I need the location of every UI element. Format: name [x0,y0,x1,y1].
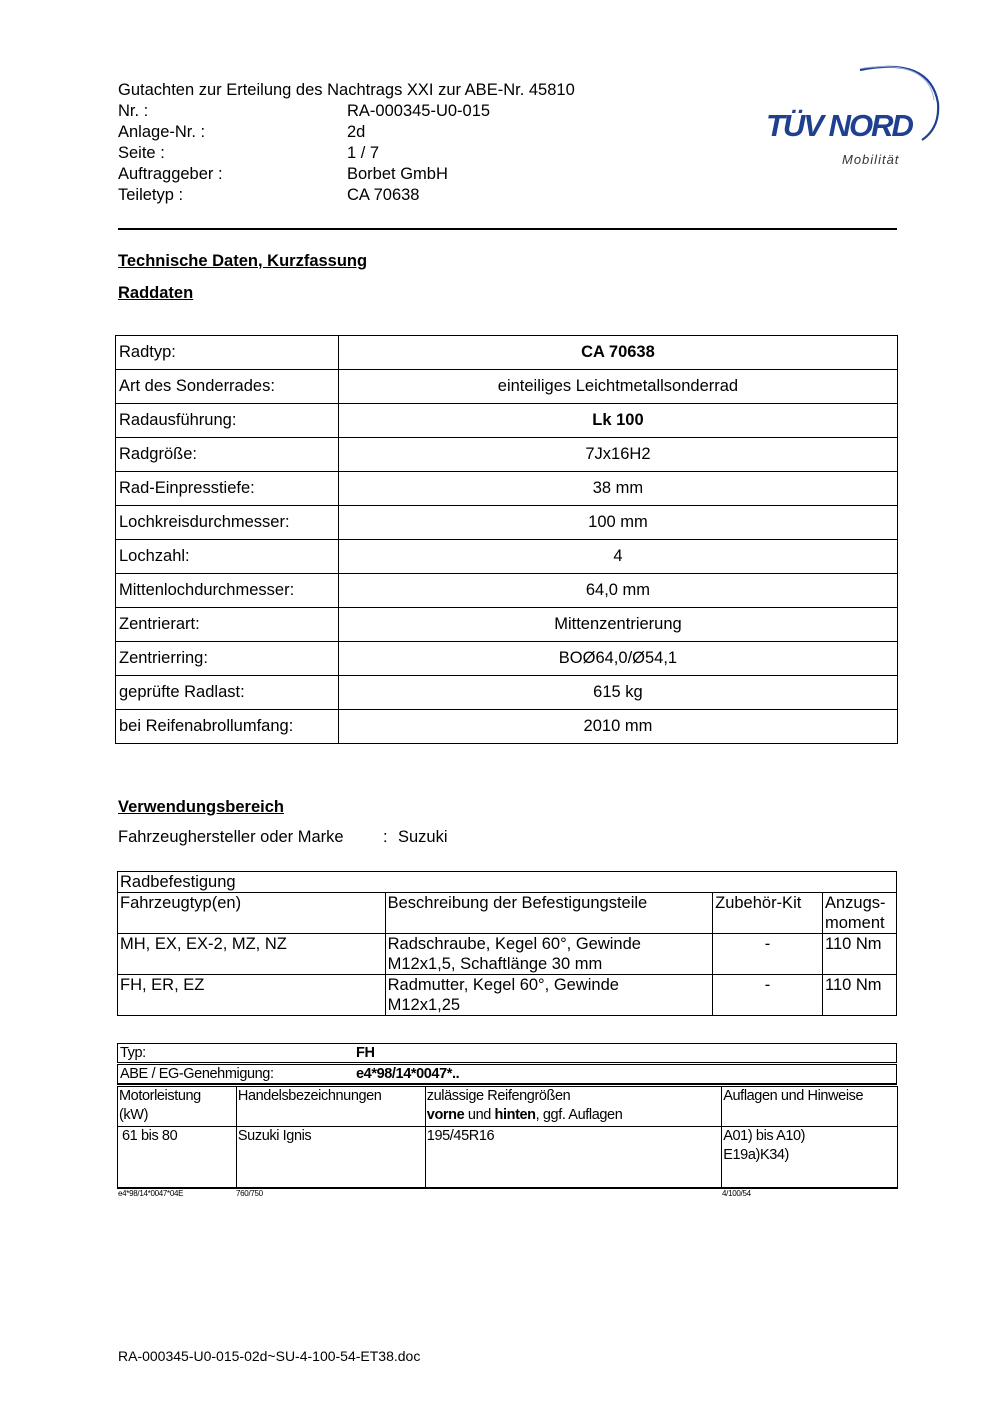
document-title: Gutachten zur Erteilung des Nachtrags XXI zur ABE-Nr. 45810 [118,81,575,99]
hersteller-label: Fahrzeughersteller oder Marke [118,828,344,846]
cell-desc [385,934,712,975]
raddaten-value: CA 70638 [338,336,897,370]
table-row [118,975,897,1016]
header-anzugs: Anzugs- [825,894,886,912]
raddaten-label: Zentrierring: [116,642,339,676]
raddaten-value: BOØ64,0/Ø54,1 [338,642,897,676]
table-row [116,710,898,744]
table-row [116,540,898,574]
table-row [116,506,898,540]
field-value-seite: 1 / 7 [347,144,380,162]
radbefestigung-table [117,871,897,1016]
table-row [118,893,897,934]
raddaten-table [115,335,898,744]
header-divider [118,228,897,230]
table-row [116,676,898,710]
typ-table [117,1086,898,1189]
cell-handel: Suzuki Ignis [236,1127,425,1188]
field-value-anlage: 2d [347,123,366,141]
header-reifen [425,1087,721,1127]
hersteller-sep: : [383,828,388,846]
auflagen-line: E19a)K34) [723,1147,789,1163]
cell-motor: 61 bis 80 [118,1127,237,1188]
table-row [116,438,898,472]
typ-row [117,1043,897,1063]
header-fahrzeugtyp: Fahrzeugtyp(en) [118,893,386,934]
raddaten-label: Lochzahl: [116,540,339,574]
raddaten-label: Radausführung: [116,404,339,438]
raddaten-value: einteiliges Leichtmetallsonderrad [338,370,897,404]
raddaten-label: Rad-Einpresstiefe: [116,472,339,506]
radbefestigung-title: Radbefestigung [118,872,897,893]
header-motor-line1: Motorleistung [119,1088,201,1104]
field-value-teiletyp: CA 70638 [347,186,420,204]
header-beschreibung: Beschreibung der Befestigungsteile [385,893,712,934]
logo-brand: TÜV NORD [766,108,912,143]
desc-line: M12x1,5, Schaftlänge 30 mm [387,955,603,973]
hersteller-value: Suzuki [398,828,448,846]
table-row [116,404,898,438]
raddaten-label: Zentrierart: [116,608,339,642]
table-row [116,472,898,506]
raddaten-label: Lochkreisdurchmesser: [116,506,339,540]
footer-filename: RA-000345-U0-015-02d~SU-4-100-54-ET38.doc [118,1348,421,1364]
raddaten-value: Lk 100 [338,404,897,438]
cell-kit: - [713,975,823,1016]
raddaten-value: 64,0 mm [338,574,897,608]
raddaten-value: 100 mm [338,506,897,540]
cell-desc [385,975,712,1016]
header-handel: Handelsbezeichnungen [236,1087,425,1127]
cell-typ: MH, EX, EX-2, MZ, NZ [118,934,386,975]
table-row [118,934,897,975]
header-reifen-und: und [464,1107,495,1123]
field-label-seite: Seite : [118,144,165,162]
section-tech-title: Technische Daten, Kurzfassung [118,252,368,270]
header-motor-line2: (kW) [119,1107,148,1123]
typ-label: Typ: [120,1045,146,1061]
field-value-nr: RA-000345-U0-015 [347,102,491,120]
table-row [116,608,898,642]
section-raddaten-title: Raddaten [118,284,194,302]
auflagen-line: A01) bis A10) [723,1128,806,1144]
raddaten-value: 615 kg [338,676,897,710]
raddaten-label: Radtyp: [116,336,339,370]
header-reifen-hinten: hinten [494,1107,536,1123]
section-verwendung-title: Verwendungsbereich [118,798,284,816]
table-row [116,642,898,676]
raddaten-value: 7Jx16H2 [338,438,897,472]
typ-block [117,1043,897,1188]
abe-label: ABE / EG-Genehmigung: [120,1066,274,1082]
header-auflagen: Auflagen und Hinweise [722,1087,898,1127]
hersteller-line [118,828,618,847]
raddaten-value: 4 [338,540,897,574]
header-reifen-vorne: vorne [426,1107,465,1123]
field-label-nr: Nr. : [118,102,149,120]
cell-typ: FH, ER, EZ [118,975,386,1016]
header-reifen-line2 [427,1106,720,1125]
tuev-nord-logo [760,58,945,173]
desc-line: Radmutter, Kegel 60°, Gewinde [387,976,619,994]
small-code-c: 4/100/54 [722,1189,751,1198]
raddaten-label: Radgröße: [116,438,339,472]
table-row [118,1087,898,1127]
raddaten-label: bei Reifenabrollumfang: [116,710,339,744]
raddaten-value: 38 mm [338,472,897,506]
small-code-a: e4*98/14*0047*04E [118,1189,184,1198]
table-row [116,574,898,608]
cell-moment: 110 Nm [823,934,897,975]
field-label-auftraggeber: Auftraggeber : [118,165,223,183]
header-anzugsmoment [823,893,897,934]
header-reifen-line1: zulässige Reifengrößen [426,1088,571,1104]
header-fields [118,101,618,206]
typ-value: FH [356,1045,375,1061]
desc-line: Radschraube, Kegel 60°, Gewinde [387,935,641,953]
header-motor [118,1087,237,1127]
raddaten-value: 2010 mm [338,710,897,744]
raddaten-label: Art des Sonderrades: [116,370,339,404]
table-row [116,336,898,370]
abe-row [117,1064,897,1085]
cell-kit: - [713,934,823,975]
raddaten-label: Mittenlochdurchmesser: [116,574,339,608]
cell-auflagen [722,1127,898,1188]
table-row [118,1127,898,1188]
field-value-auftraggeber: Borbet GmbH [347,165,448,183]
table-row [116,370,898,404]
small-code-b: 760/750 [236,1189,263,1198]
table-row [118,872,897,893]
abe-value: e4*98/14*0047*.. [356,1066,460,1082]
logo-sub: Mobilität [842,152,900,167]
header-moment: moment [825,914,885,932]
desc-line: M12x1,25 [387,996,461,1014]
header-zubehoer: Zubehör-Kit [713,893,823,934]
cell-reifen: 195/45R16 [425,1127,721,1188]
field-label-anlage: Anlage-Nr. : [118,123,206,141]
field-label-teiletyp: Teiletyp : [118,186,184,204]
header-reifen-rest: , ggf. Auflagen [535,1107,623,1123]
cell-moment: 110 Nm [823,975,897,1016]
raddaten-label: geprüfte Radlast: [116,676,339,710]
raddaten-value: Mittenzentrierung [338,608,897,642]
